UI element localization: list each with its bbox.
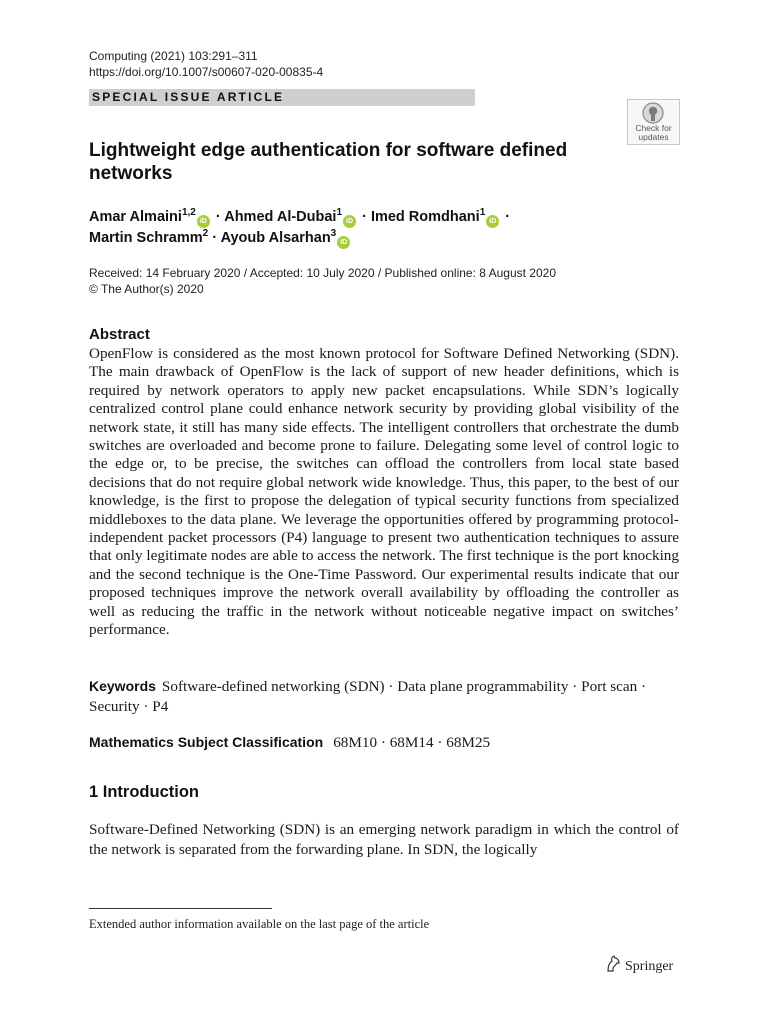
- author-name: Ayoub Alsarhan: [220, 230, 331, 246]
- doi-link[interactable]: https://doi.org/10.1007/s00607-020-00835-4: [89, 65, 324, 79]
- author-affiliation: 1: [336, 207, 343, 218]
- publisher-logo: [605, 955, 673, 977]
- check-for-updates-badge[interactable]: [627, 99, 680, 145]
- history-dates: Received: 14 February 2020 / Accepted: 10 July 2020 / Published online: 8 August 2020: [89, 266, 556, 280]
- check-updates-line2: updates: [638, 132, 669, 142]
- author-name: Amar Almaini: [89, 209, 182, 225]
- article-type-banner: [89, 89, 475, 106]
- author-separator: ·: [505, 209, 511, 225]
- author-separator: ·: [212, 230, 218, 246]
- author-name: Imed Romdhani: [370, 209, 480, 225]
- abstract-heading: Abstract: [89, 326, 150, 343]
- paper-title: Lightweight edge authentication for software defined networks: [89, 140, 568, 184]
- springer-horse-icon: [605, 955, 621, 973]
- orcid-icon[interactable]: iD: [197, 215, 210, 228]
- author-affiliation: 3: [330, 228, 337, 239]
- author-affiliation: 2: [202, 228, 209, 239]
- author-affiliation: 1: [479, 207, 486, 218]
- author-list: [89, 207, 649, 249]
- check-updates-line1: Check for: [635, 123, 672, 133]
- journal-citation: Computing (2021) 103:291–311: [89, 49, 258, 63]
- msc-label: Mathematics Subject Classification: [89, 734, 324, 750]
- orcid-icon[interactable]: iD: [337, 236, 350, 249]
- keywords-label: Keywords: [89, 678, 156, 694]
- copyright-notice: © The Author(s) 2020: [89, 282, 204, 296]
- publication-dates: [89, 265, 556, 297]
- orcid-icon[interactable]: iD: [486, 215, 499, 228]
- article-type-label: SPECIAL ISSUE ARTICLE: [92, 90, 285, 104]
- introduction-text: Software-Defined Networking (SDN) is an emerging network paradigm in which the control of the network is separated from the forwarding plane. In SDN, the logically: [89, 821, 679, 858]
- section-heading: 1 Introduction: [89, 783, 199, 801]
- footnote-divider: [89, 908, 272, 909]
- msc-codes: 68M10 · 68M14 · 68M25: [333, 734, 491, 751]
- keywords-text: Software-defined networking (SDN) · Data plane programmability · Port scan · Security · P4: [89, 678, 647, 715]
- author-affiliation: 1,2: [181, 207, 196, 218]
- crossmark-icon: [642, 102, 664, 124]
- orcid-icon[interactable]: iD: [343, 215, 356, 228]
- author-separator: ·: [215, 209, 221, 225]
- author-name: Ahmed Al-Dubai: [224, 209, 337, 225]
- publisher-name: Springer: [625, 959, 674, 974]
- msc-block: [89, 732, 490, 753]
- author-separator: ·: [362, 209, 367, 225]
- abstract-text: OpenFlow is considered as the most known protocol for Software Defined Networking (SDN). The main drawback of OpenFlow is the lack of support of new header definitions, which is required by network operators to apply new packet encapsulations. While SDN’s logically centralized control plane could enhance network security by providing global visibility of the network state, it still has many side effects. The intelligent controllers that orchestrate the dumb switches are overloaded and become prone to failure. Delegating some level of control logic to the edge or, to be precise, the switches can offload the controllers from local state based decisions that do not require global network wide knowledge. Thus, this paper, to the best of our knowledge, is the first to propose the delegation of typical security functions from specialized middleboxes to the data plane. We leverage the opportunities offered by programming protocol-independent packet processors (P4) language to present two authentication techniques to assure that only legitimate nodes are able to access the network. The first technique is the port knocking and the second technique is the One-Time Password. Our experimental results indicate that our proposed techniques improve the network overall availability by offloading the controller as well as reducing the traffic in the network without noticeable negative impact on switches’ performance.: [89, 345, 679, 639]
- author-name: Martin Schramm: [89, 230, 203, 246]
- keywords-block: [89, 676, 679, 717]
- footnote-text: Extended author information available on the last page of the article: [89, 917, 430, 931]
- journal-info: [89, 48, 323, 80]
